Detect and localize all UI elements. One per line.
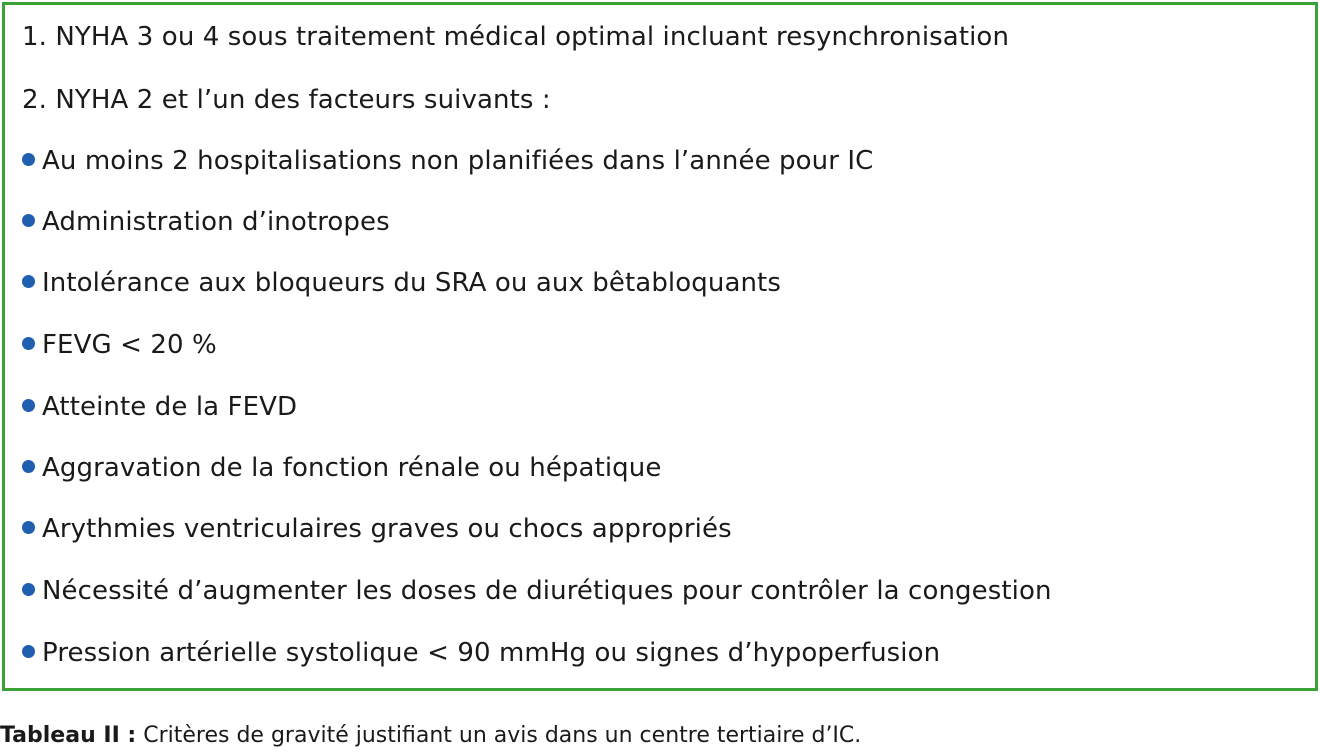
bullet-item — [22, 325, 217, 365]
bullet-item — [22, 633, 940, 673]
caption-text: Critères de gravité justifiant un avis dans un centre tertiaire d’IC. — [136, 723, 862, 748]
bullet-dot-icon — [22, 337, 35, 350]
bullet-item-text: Pression artérielle systolique < 90 mmHg ou signes d’hypoperfusion — [42, 638, 941, 668]
numbered-item-1: 1. NYHA 3 ou 4 sous traitement médical optimal incluant resynchronisation — [22, 22, 1010, 52]
bullet-item — [22, 509, 732, 549]
bullet-item-text: FEVG < 20 % — [42, 330, 217, 360]
bullet-item — [22, 202, 390, 242]
bullet-item — [22, 141, 873, 181]
bullet-dot-icon — [22, 275, 35, 288]
bullet-item-text: Aggravation de la fonction rénale ou hépatique — [42, 453, 662, 483]
numbered-item-2: 2. NYHA 2 et l’un des facteurs suivants : — [22, 85, 551, 115]
bullet-item-text: Au moins 2 hospitalisations non planifiées dans l’année pour IC — [42, 146, 874, 176]
bullet-dot-icon — [22, 521, 35, 534]
bullet-item — [22, 263, 781, 303]
bullet-item — [22, 571, 1052, 611]
bullet-item — [22, 387, 297, 427]
bullet-dot-icon — [22, 399, 35, 412]
bullet-dot-icon — [22, 460, 35, 473]
bullet-item-text: Nécessité d’augmenter les doses de diurétiques pour contrôler la congestion — [42, 576, 1052, 606]
bullet-item-text: Arythmies ventriculaires graves ou chocs appropriés — [42, 514, 732, 544]
bullet-dot-icon — [22, 214, 35, 227]
bullet-item-text: Administration d’inotropes — [42, 207, 390, 237]
bullet-item-text: Intolérance aux bloqueurs du SRA ou aux bêtabloquants — [42, 268, 781, 298]
bullet-dot-icon — [22, 583, 35, 596]
caption-label: Tableau II : — [0, 723, 137, 748]
bullet-dot-icon — [22, 153, 35, 166]
bullet-dot-icon — [22, 645, 35, 658]
table-caption — [0, 721, 861, 751]
bullet-item-text: Atteinte de la FEVD — [42, 392, 298, 422]
criteria-table — [2, 2, 1318, 691]
bullet-item — [22, 448, 661, 488]
